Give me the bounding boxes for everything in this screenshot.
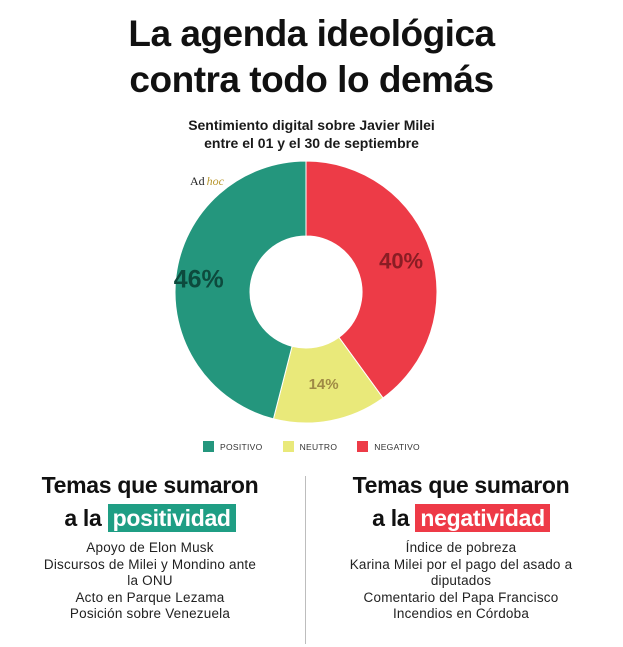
negative-topics-list — [306, 540, 616, 623]
negative-topics-column — [306, 470, 616, 623]
list-item: Comentario del Papa Francisco — [363, 589, 559, 605]
negative-highlight: negatividad — [415, 504, 550, 532]
slice-label-neutral: 14% — [308, 375, 339, 393]
legend-label-neutral: NEUTRO — [299, 441, 338, 452]
negative-heading-line1: Temas que sumaron — [352, 472, 570, 498]
legend-item-neutral — [283, 441, 338, 452]
page-title-line1: La agenda ideológica — [128, 13, 495, 54]
positive-heading-line2 — [0, 503, 300, 533]
list-item: Discursos de Milei y Mondino ante la ONU — [43, 556, 257, 589]
negative-heading-prefix: a la — [372, 505, 410, 531]
brand-logo: Ad hoc — [190, 174, 224, 188]
list-item: Karina Milei por el pago del asado a diputados — [349, 556, 573, 589]
legend-swatch-negative — [357, 441, 368, 452]
list-item: Acto en Parque Lezama — [75, 589, 225, 605]
list-item: Apoyo de Elon Musk — [86, 540, 214, 555]
positive-topics-list — [0, 540, 300, 623]
legend-item-negative — [357, 441, 420, 452]
legend-swatch-neutral — [283, 441, 294, 452]
legend-label-negative: NEGATIVO — [374, 441, 420, 452]
legend-label-positive: POSITIVO — [220, 441, 263, 452]
positive-heading-prefix: a la — [64, 505, 102, 531]
legend-item-positive — [203, 441, 263, 452]
chart-subtitle-line1: Sentimiento digital sobre Javier Milei — [188, 117, 435, 133]
positive-highlight: positividad — [108, 504, 236, 532]
chart-legend — [0, 441, 623, 452]
positive-topics-column — [0, 470, 300, 623]
positive-heading-line1: Temas que sumaron — [41, 472, 259, 498]
negative-heading-line2 — [306, 503, 616, 533]
legend-swatch-positive — [203, 441, 214, 452]
list-item: Posición sobre Venezuela — [69, 606, 231, 622]
list-item: Índice de pobreza — [405, 540, 517, 555]
list-item: Incendios en Córdoba — [392, 606, 530, 622]
chart-subtitle-line2: entre el 01 y el 30 de septiembre — [204, 135, 419, 151]
slice-label-negative: 40% — [379, 248, 424, 274]
page-title-line2: contra todo lo demás — [129, 59, 494, 100]
slice-label-positive: 46% — [173, 265, 224, 294]
